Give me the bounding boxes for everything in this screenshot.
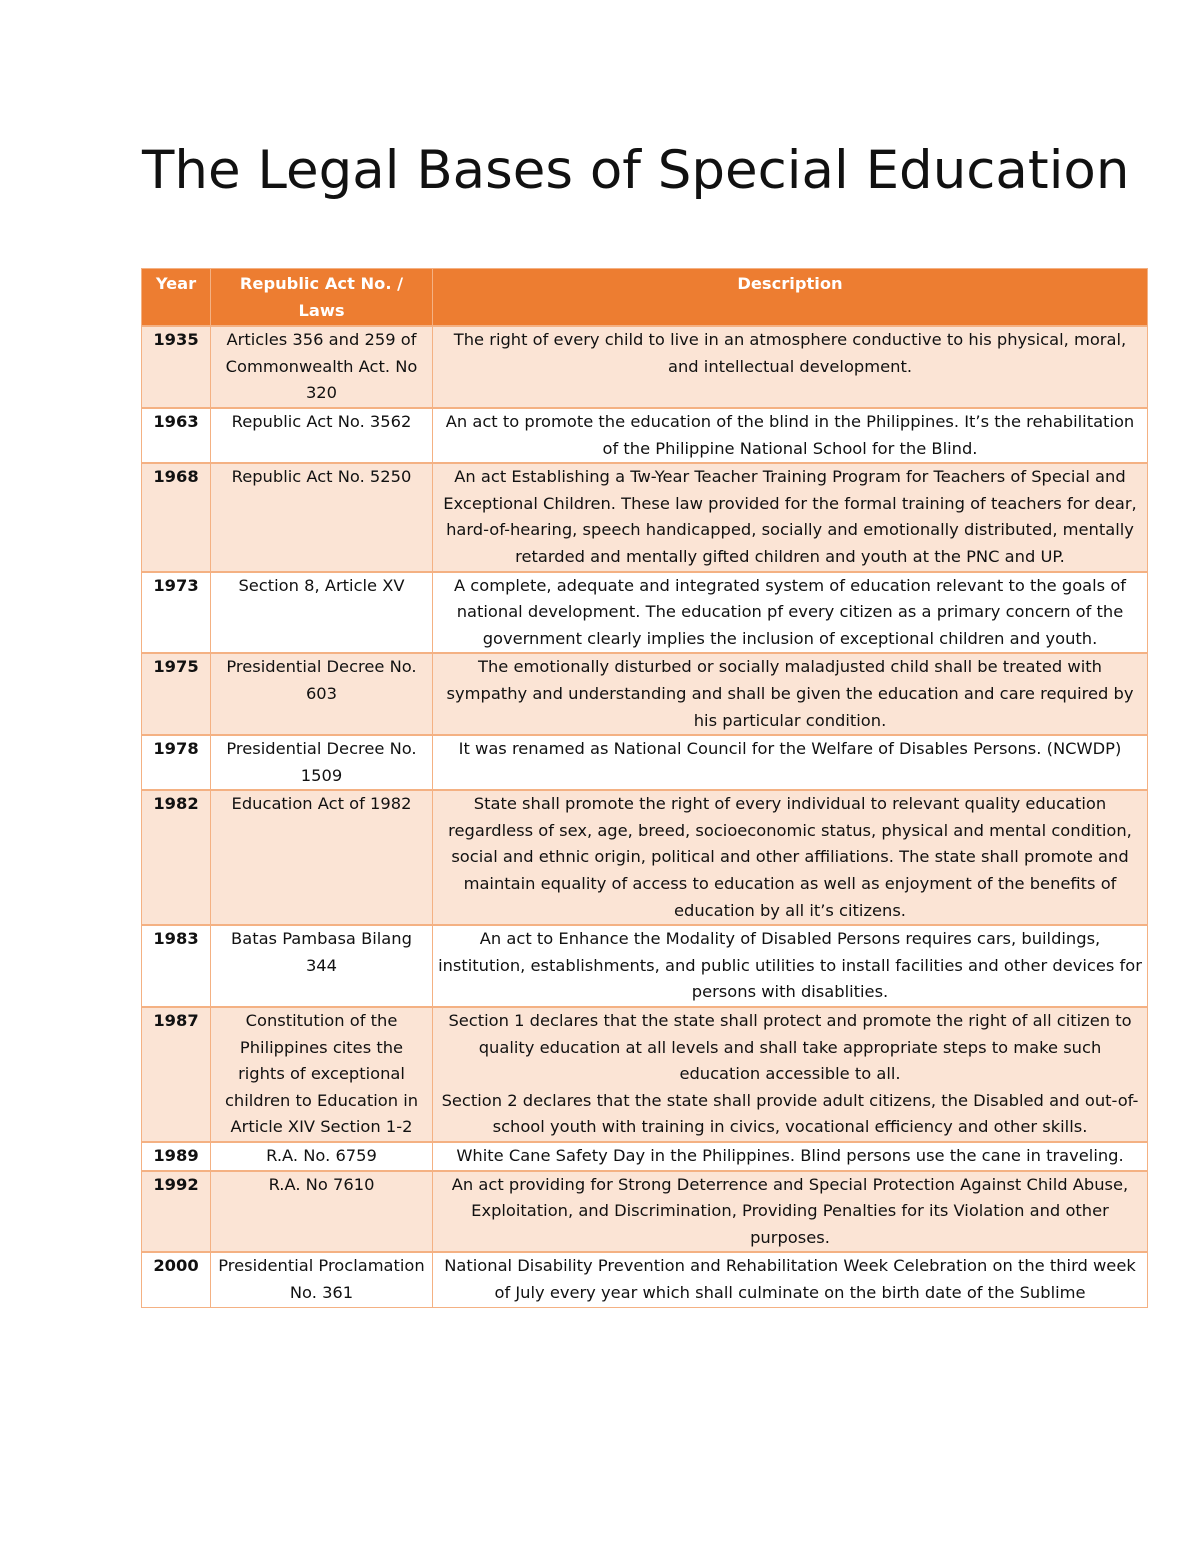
table-row bbox=[142, 735, 1148, 790]
row-law: R.A. No. 6759 bbox=[211, 1142, 433, 1171]
description-paragraph: An act Establishing a Tw-Year Teacher Training Program for Teachers of Special and Exceptional Children. These law provided for the formal training of teachers for dear, hard-of-hearing, speech handicapped, socially and emotionally distributed, mentally retarded and mentally gifted children and youth at the PNC and UP. bbox=[443, 467, 1137, 566]
row-description bbox=[433, 790, 1148, 925]
description-paragraph: An act to promote the education of the blind in the Philippines. It’s the rehabilitation of the Philippine National School for the Blind. bbox=[445, 411, 1135, 458]
row-description bbox=[433, 463, 1148, 571]
table-body bbox=[142, 326, 1148, 1307]
description-paragraph: Section 1 declares that the state shall protect and promote the right of all citizen to quality education at all levels and shall take appropriate steps to make such education accessible to all. bbox=[448, 1011, 1132, 1084]
description-paragraph: A complete, adequate and integrated system of education relevant to the goals of national development. The education pf every citizen as a primary concern of the government clearly implies the inclusion of exceptional children and youth. bbox=[453, 575, 1127, 648]
row-law: Presidential Proclamation No. 361 bbox=[211, 1252, 433, 1307]
table-row bbox=[142, 925, 1148, 1007]
row-description bbox=[433, 653, 1148, 735]
row-description bbox=[433, 1007, 1148, 1142]
row-description bbox=[433, 1252, 1148, 1307]
description-paragraph: Section 2 declares that the state shall provide adult citizens, the Disabled and out-of-school youth with training in civics, vocational efficiency and other skills. bbox=[441, 1090, 1139, 1137]
row-year: 1983 bbox=[142, 925, 211, 1007]
row-law: Constitution of the Philippines cites the rights of exceptional children to Education in Article XIV Section 1-2 bbox=[211, 1007, 433, 1142]
table-row bbox=[142, 463, 1148, 571]
row-description bbox=[433, 735, 1148, 790]
header-law: Republic Act No. / Laws bbox=[211, 269, 433, 327]
description-paragraph: An act providing for Strong Deterrence and Special Protection Against Child Abuse, Exploitation, and Discrimination, Providing Penalties for its Violation and other purposes. bbox=[451, 1174, 1129, 1247]
row-description bbox=[433, 326, 1148, 408]
header-year: Year bbox=[142, 269, 211, 327]
row-law: Republic Act No. 5250 bbox=[211, 463, 433, 571]
table-row bbox=[142, 1252, 1148, 1307]
description-paragraph: The right of every child to live in an atmosphere conductive to his physical, moral, and intellectual development. bbox=[453, 330, 1127, 376]
description-paragraph: An act to Enhance the Modality of Disabled Persons requires cars, buildings, institution, establishments, and public utilities to install facilities and other devices for persons with disablities. bbox=[438, 929, 1142, 1002]
description-paragraph: State shall promote the right of every individual to relevant quality education regardless of sex, age, breed, socioeconomic status, physical and mental condition, social and ethnic origin, political and other affiliations. The state shall promote and maintain equality of access to education as well as enjoyment of the benefits of education by all it’s citizens. bbox=[448, 794, 1132, 920]
row-law: Republic Act No. 3562 bbox=[211, 408, 433, 463]
row-law: Presidential Decree No. 603 bbox=[211, 653, 433, 735]
row-year: 1973 bbox=[142, 572, 211, 654]
legal-bases-table bbox=[141, 268, 1148, 1308]
table-row bbox=[142, 408, 1148, 463]
row-law: Education Act of 1982 bbox=[211, 790, 433, 925]
row-law: Articles 356 and 259 of Commonwealth Act. No 320 bbox=[211, 326, 433, 408]
row-year: 1982 bbox=[142, 790, 211, 925]
row-year: 1968 bbox=[142, 463, 211, 571]
table-row bbox=[142, 572, 1148, 654]
table-row bbox=[142, 1007, 1148, 1142]
header-description: Description bbox=[433, 269, 1148, 327]
description-paragraph: White Cane Safety Day in the Philippines. Blind persons use the cane in traveling. bbox=[456, 1146, 1124, 1165]
row-law: Section 8, Article XV bbox=[211, 572, 433, 654]
description-paragraph: The emotionally disturbed or socially maladjusted child shall be treated with sympathy and understanding and shall be given the education and care required by his particular condition. bbox=[446, 657, 1134, 730]
document-title: The Legal Bases of Special Education bbox=[142, 140, 1130, 201]
row-description bbox=[433, 1142, 1148, 1171]
table-row bbox=[142, 1142, 1148, 1171]
row-year: 1989 bbox=[142, 1142, 211, 1171]
row-year: 1987 bbox=[142, 1007, 211, 1142]
row-description bbox=[433, 572, 1148, 654]
row-year: 2000 bbox=[142, 1252, 211, 1307]
table-row bbox=[142, 653, 1148, 735]
row-description bbox=[433, 1171, 1148, 1253]
row-year: 1935 bbox=[142, 326, 211, 408]
row-year: 1978 bbox=[142, 735, 211, 790]
row-year: 1975 bbox=[142, 653, 211, 735]
row-year: 1992 bbox=[142, 1171, 211, 1253]
row-law: Batas Pambasa Bilang 344 bbox=[211, 925, 433, 1007]
description-paragraph: National Disability Prevention and Rehabilitation Week Celebration on the third week of July every year which shall culminate on the birth date of the Sublime bbox=[444, 1256, 1136, 1302]
description-paragraph: It was renamed as National Council for the Welfare of Disables Persons. (NCWDP) bbox=[458, 739, 1122, 759]
row-year: 1963 bbox=[142, 408, 211, 463]
row-law: R.A. No 7610 bbox=[211, 1171, 433, 1253]
table-header-row bbox=[142, 269, 1148, 327]
table-row bbox=[142, 1171, 1148, 1253]
row-description bbox=[433, 408, 1148, 463]
table-row bbox=[142, 790, 1148, 925]
table-row bbox=[142, 326, 1148, 408]
row-description bbox=[433, 925, 1148, 1007]
row-law: Presidential Decree No. 1509 bbox=[211, 735, 433, 790]
